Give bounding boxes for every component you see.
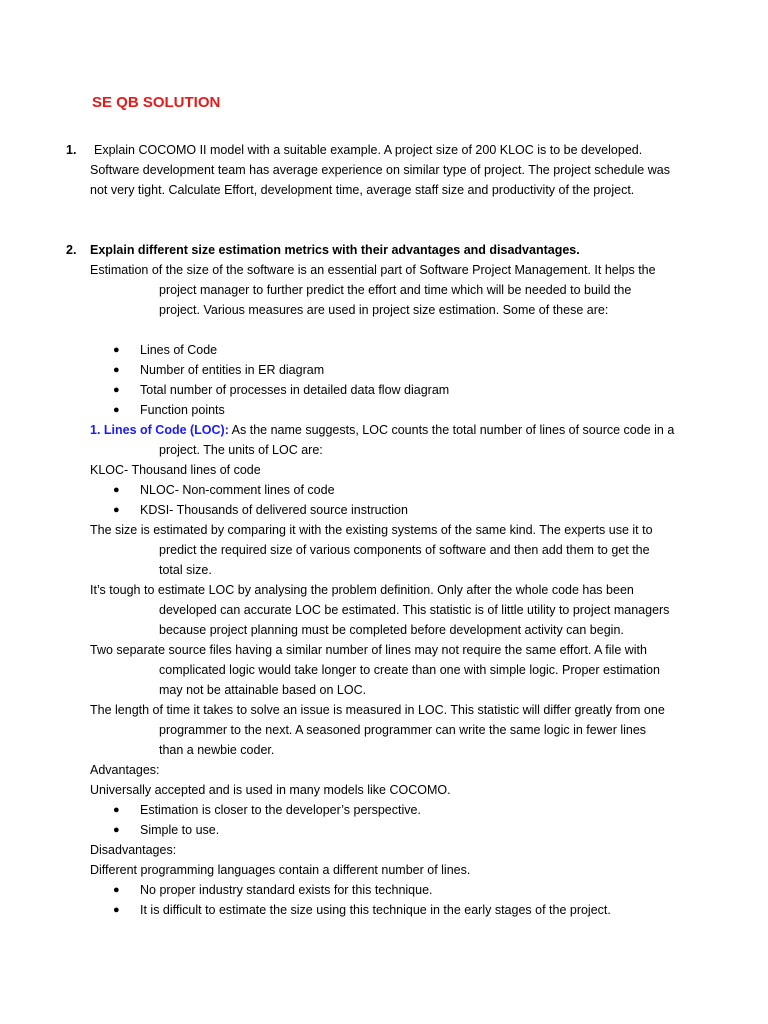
advantages-label: Advantages: (90, 763, 160, 777)
document-title: SE QB SOLUTION (92, 94, 221, 111)
kloc-line: KLOC- Thousand lines of code (90, 463, 261, 477)
paragraph-line: It’s tough to estimate LOC by analysing the problem definition. Only after the whole code has been (90, 583, 634, 597)
bullet-icon: ● (113, 344, 120, 356)
loc-description: As the name suggests, LOC counts the total number of lines of source code in a (228, 423, 675, 437)
question-1-line: not very tight. Calculate Effort, development time, average staff size and productivity of the project. (90, 183, 635, 197)
question-1-line: Software development team has average experience on similar type of project. The project schedule was (90, 163, 670, 177)
question-1-number: 1. (66, 143, 77, 157)
paragraph-line: complicated logic would take longer to create than one with simple logic. Proper estimation (159, 663, 660, 677)
loc-line: project. The units of LOC are: (159, 443, 323, 457)
intro-line: project manager to further predict the effort and time which will be needed to build the (159, 283, 632, 297)
list-item-text: Total number of processes in detailed data flow diagram (140, 383, 450, 397)
paragraph-line: developed can accurate LOC be estimated. This statistic is of little utility to project managers (159, 603, 670, 617)
bullet-icon: ● (113, 364, 120, 376)
bullet-icon: ● (113, 484, 120, 496)
intro-line: project. Various measures are used in project size estimation. Some of these are: (159, 303, 609, 317)
list-item-text: Lines of Code (140, 343, 218, 357)
bullet-icon: ● (113, 404, 120, 416)
bullet-icon: ● (113, 504, 120, 516)
disadvantages-intro: Different programming languages contain a different number of lines. (90, 863, 471, 877)
paragraph-line: may not be attainable based on LOC. (159, 683, 367, 697)
list-item-text: NLOC- Non-comment lines of code (140, 483, 335, 497)
paragraph-line: programmer to the next. A seasoned programmer can write the same logic in fewer lines (159, 723, 647, 737)
paragraph-line: predict the required size of various components of software and then add them to get the (159, 543, 650, 557)
paragraph-line: than a newbie coder. (159, 743, 275, 757)
list-item-text: Simple to use. (140, 823, 220, 837)
bullet-icon: ● (113, 804, 120, 816)
bullet-icon: ● (113, 384, 120, 396)
paragraph-line: The size is estimated by comparing it with the existing systems of the same kind. The experts use it to (90, 523, 653, 537)
disadvantages-label: Disadvantages: (90, 843, 177, 857)
list-item-text: It is difficult to estimate the size using this technique in the early stages of the project. (140, 903, 611, 917)
question-2-number: 2. (66, 243, 77, 257)
list-item-text: KDSI- Thousands of delivered source instruction (140, 503, 408, 517)
intro-line: Estimation of the size of the software is an essential part of Software Project Management. It helps the (90, 263, 656, 277)
list-item-text: Estimation is closer to the developer’s perspective. (140, 803, 421, 817)
list-item-text: Number of entities in ER diagram (140, 363, 325, 377)
bullet-icon: ● (113, 904, 120, 916)
paragraph-line: because project planning must be completed before development activity can begin. (159, 623, 624, 637)
list-item-text: Function points (140, 403, 225, 417)
bullet-icon: ● (113, 824, 120, 836)
loc-line (90, 420, 674, 440)
question-2-heading: Explain different size estimation metrics with their advantages and disadvantages. (90, 243, 580, 257)
question-1-line: Explain COCOMO II model with a suitable example. A project size of 200 KLOC is to be developed. (94, 143, 643, 157)
loc-heading: 1. Lines of Code (LOC): (90, 423, 229, 437)
advantages-intro: Universally accepted and is used in many models like COCOMO. (90, 783, 451, 797)
paragraph-line: Two separate source files having a similar number of lines may not require the same effort. A file with (90, 643, 647, 657)
bullet-icon: ● (113, 884, 120, 896)
paragraph-line: total size. (159, 563, 212, 577)
paragraph-line: The length of time it takes to solve an issue is measured in LOC. This statistic will differ greatly from one (90, 703, 665, 717)
list-item-text: No proper industry standard exists for this technique. (140, 883, 433, 897)
